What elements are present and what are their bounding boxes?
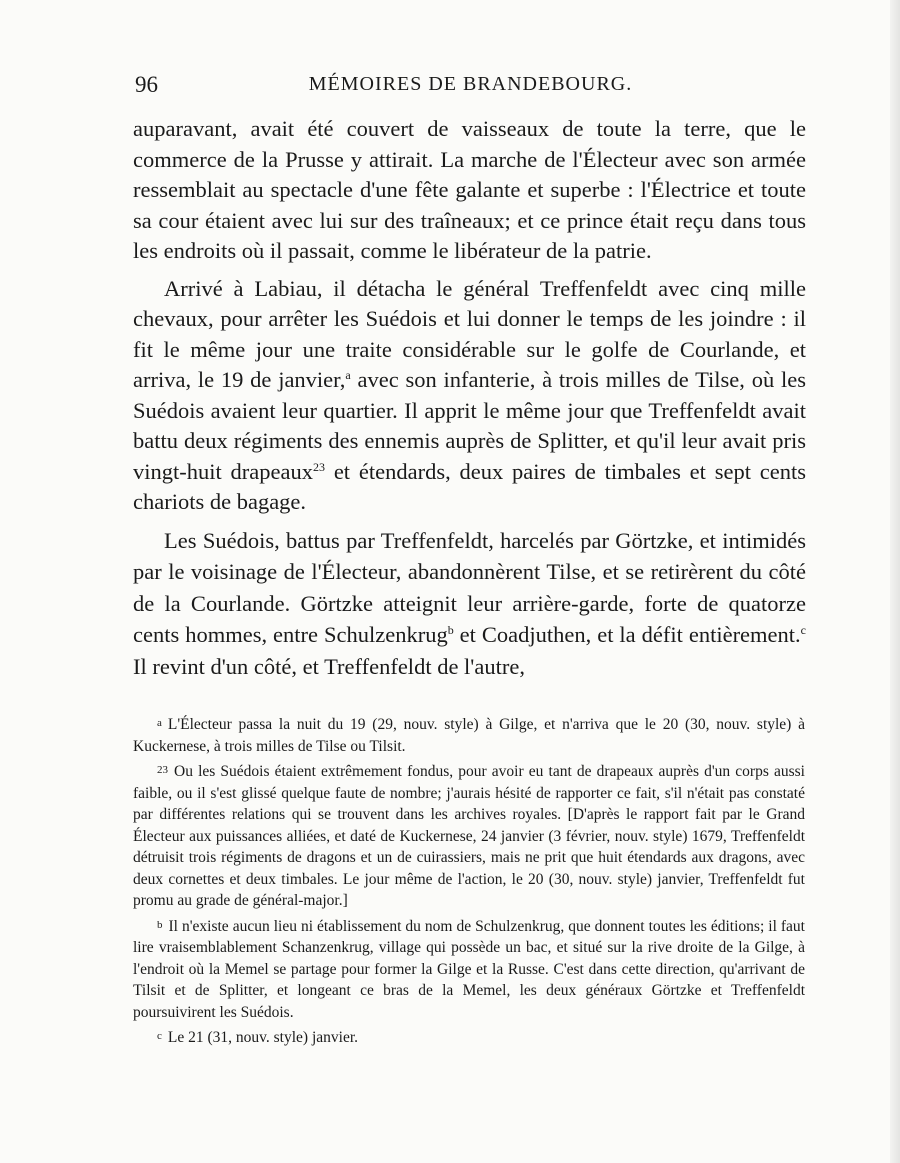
footnote-text: Il n'existe aucun lieu ni établissement du nom de Schulzenkrug, que donnent toutes les éditions; il faut lire vraisemblablement Schanzenkrug, village qui possède un bac, et situé sur la rive droite de la Gilge, à l'endroit où la Memel se partage pour former la Gilge et la Russe. C'est dans cette direction, qu'arrivant de Tilsit et de Splitter, et longeant ce bras de la Memel, les deux généraux Görtzke et Treffenfeldt poursuivirent les Suédois.: [133, 917, 805, 1021]
footnote-ref-b: b: [447, 623, 454, 637]
page-edge-shadow: [890, 0, 900, 1163]
paragraph-3-text-1: Les Suédois, battus par Treffenfeldt, harcelés par Görtzke, et intimidés par le voisinage de l'Électeur, abandonnèrent Tilse, et se retirèrent du côté de la Courlande. Görtzke atteignit leur arrière-garde, forte de quatorze cents hommes, entre Schulzenkrug: [133, 527, 806, 647]
paragraph-1: auparavant, avait été couvert de vaisseaux de toute la terre, que le commerce de la Prusse y attirait. La marche de l'Électeur avec son armée ressemblait au spectacle d'une fête galante et superbe : l'Électrice et toute sa cour étaient avec lui sur des traîneaux; et ce prince était reçu dans tous les endroits où il passait, comme le libérateur de la patrie.: [133, 116, 806, 263]
footnote-text: Le 21 (31, nouv. style) janvier.: [167, 1029, 359, 1046]
footnote-marker: b: [157, 918, 163, 931]
footnote-c: [133, 1026, 805, 1049]
footnote-text: Ou les Suédois étaient extrêmement fondus, pour avoir eu tant de drapeaux auprès d'un corps aussi faible, ou il s'est glissé quelque faute de nombre; j'aurais hésité de rapporter ce fait, s'il n'était pas constaté par différentes relations qui se trouvent dans les archives royales. [D'après le rapport fait par le Grand Électeur aux puissances alliées, et daté de Kuckernese, 24 janvier (3 février, nouv. style) 1679, Treffenfeldt détruisit trois régiments de dragons et un de cuirassiers, mais ne prit que huit étendards aux dragons, avec deux cornettes et deux timbales. Le jour même de l'action, le 20 (30, nouv. style) janvier, Treffenfeldt fut promu au grade de général-major.]: [133, 763, 805, 909]
footnote-ref-c: c: [800, 623, 806, 637]
paragraph-3: [133, 525, 806, 683]
main-text: [133, 114, 806, 682]
footnote-b: [133, 915, 805, 1024]
paragraph-2: [133, 274, 806, 518]
footnote-marker: a: [157, 717, 162, 729]
paragraph-3-text-2: et Coadjuthen, et la défit entièrement.: [453, 622, 801, 647]
footnote-a: [133, 713, 805, 757]
page-header: [133, 72, 808, 106]
page-number: 96: [135, 72, 158, 97]
running-title: MÉMOIRES DE BRANDEBOURG.: [308, 73, 633, 95]
footnote-marker: 23: [157, 764, 168, 776]
footnotes: [133, 713, 805, 1049]
paragraph-2-text-1: Arrivé à Labiau, il détacha le général Treffenfeldt avec cinq mille chevaux, pour arrêter les Suédois et lui donner le temps de les joindre : il fit le même jour une traite considérable sur le golfe de Courlande, et arriva, le 19 de janvier,: [133, 275, 806, 392]
paragraph-3-text-3: Il revint d'un côté, et Treffenfeldt de l'autre,: [133, 653, 525, 679]
footnote-ref-a: a: [345, 368, 351, 382]
paragraph-2-text-2: avec son infanterie, à trois milles de Tilse, où les Suédois avaient leur quartier. Il apprit le même jour que Treffenfeldt avait battu deux régiments des ennemis auprès de Splitter, et qu'il leur avait pris vingt-huit drapeaux: [133, 367, 806, 484]
footnote-23: [133, 760, 805, 912]
footnote-marker: c: [157, 1030, 162, 1042]
footnote-text: L'Électeur passa la nuit du 19 (29, nouv. style) à Gilge, et n'arriva que le 20 (30, nouv. style) à Kuckernese, à trois milles de Tilse ou Tilsit.: [133, 716, 805, 755]
footnote-ref-23: 23: [313, 459, 326, 474]
paragraph-2-text-3: et étendards, deux paires de timbales et sept cents chariots de bagage.: [133, 458, 807, 514]
